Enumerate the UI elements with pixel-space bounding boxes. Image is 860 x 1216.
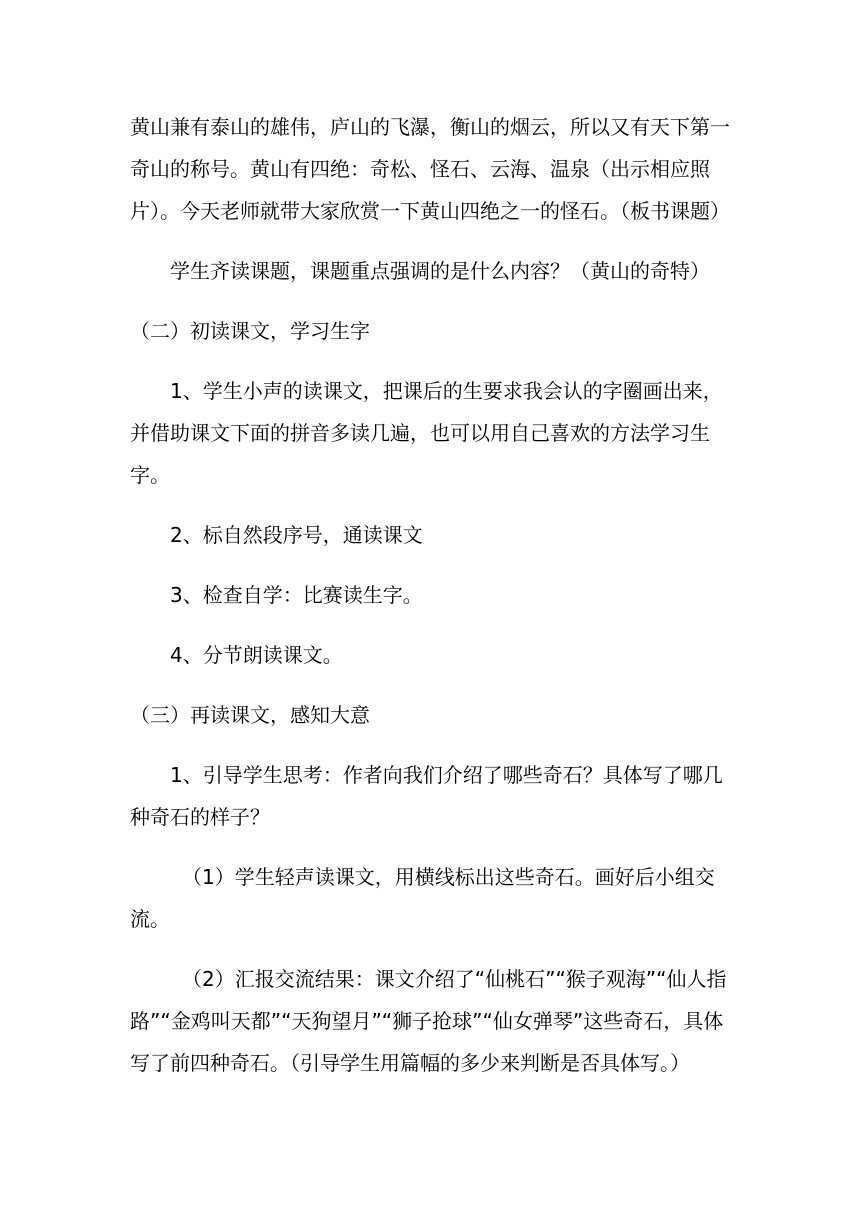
paragraph-step-2: 2、标自然段序号，通读课文 (170, 523, 423, 547)
section-heading-first-reading: （二）初读课文，学习生字 (130, 319, 370, 343)
paragraph-sub-1: （1）学生轻声读课文，用横线标出这些奇石。画好后小组交流。 (130, 865, 715, 931)
paragraph-read-title: 学生齐读课题，课题重点强调的是什么内容？（黄山的奇特） (170, 259, 710, 283)
document-body (130, 106, 730, 1084)
paragraph-step-3: 3、检查自学：比赛读生字。 (170, 583, 423, 607)
paragraph-intro: 黄山兼有泰山的雄伟，庐山的飞瀑，衡山的烟云，所以又有天下第一奇山的称号。黄山有四绝：奇松、怪石、云海、温泉（出示相应照片）。今天老师就带大家欣赏一下黄山四绝之一的怪石。（板书课题） (130, 115, 730, 223)
paragraph-step-4: 4、分节朗读课文。 (170, 643, 343, 667)
paragraph-sub-2: （2）汇报交流结果：课文介绍了“仙桃石”“猴子观海”“仙人指路”“金鸡叫天都”“天狗望月”“狮子抢球”“仙女弹琴”这些奇石，具体写了前四种奇石。（引导学生用篇幅的多少来判断是否具体写。） (130, 967, 727, 1075)
paragraph-guide-question: 1、引导学生思考：作者向我们介绍了哪些奇石？具体写了哪几种奇石的样子？ (130, 763, 723, 829)
section-heading-second-reading: （三）再读课文，感知大意 (130, 703, 370, 727)
paragraph-step-1: 1、学生小声的读课文，把课后的生要求我会认的字圈画出来，并借助课文下面的拼音多读几遍，也可以用自己喜欢的方法学习生字。 (130, 379, 723, 487)
